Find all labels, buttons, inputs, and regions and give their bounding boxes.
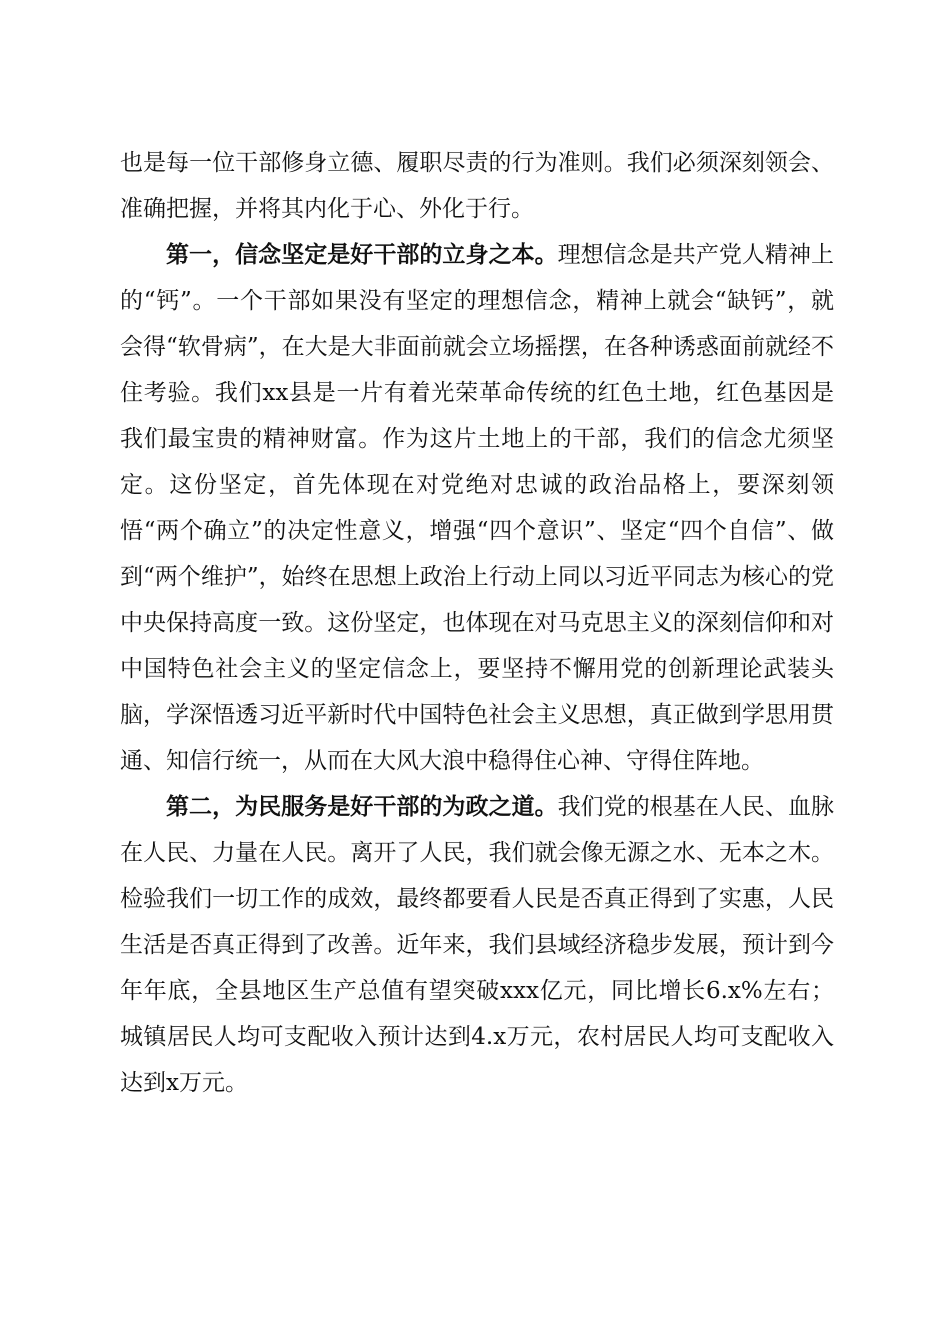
paragraph-text: 也是每一位干部修身立德、履职尽责的行为准则。我们必须深刻领会、准确把握，并将其内化于心、外化于行。: [120, 150, 834, 222]
document-body: [120, 140, 834, 1106]
paragraph-lead-sentence: 第一，信念坚定是好干部的立身之本。: [166, 241, 558, 268]
paragraph-firm-belief: [120, 232, 834, 784]
paragraph-continuation: [120, 140, 834, 232]
paragraph-text: 理想信念是共产党人精神上的“钙”。一个干部如果没有坚定的理想信念，精神上就会“缺钙”，就会得“软骨病”，在大是大非面前就会立场摇摆，在各种诱惑面前就经不住考验。我们xx县是一片有着光荣革命传统的红色土地，红色基因是我们最宝贵的精神财富。作为这片土地上的干部，我们的信念尤须坚定。这份坚定，首先体现在对党绝对忠诚的政治品格上，要深刻领悟“两个确立”的决定性意义，增强“四个意识”、坚定“四个自信”、做到“两个维护”，始终在思想上政治上行动上同以习近平同志为核心的党中央保持高度一致。这份坚定，也体现在对马克思主义的深刻信仰和对中国特色社会主义的坚定信念上，要坚持不懈用党的创新理论武装头脑，学深悟透习近平新时代中国特色社会主义思想，真正做到学思用贯通、知信行统一，从而在大风大浪中稳得住心神、守得住阵地。: [120, 242, 835, 774]
paragraph-lead-sentence: 第二，为民服务是好干部的为政之道。: [166, 793, 558, 820]
paragraph-serve-people: [120, 784, 834, 1106]
paragraph-text: 我们党的根基在人民、血脉在人民、力量在人民。离开了人民，我们就会像无源之水、无本之木。检验我们一切工作的成效，最终都要看人民是否真正得到了实惠，人民生活是否真正得到了改善。近年来，我们县域经济稳步发展，预计到今年年底，全县地区生产总值有望突破xxx亿元，同比增长6.x%左右；城镇居民人均可支配收入预计达到4.x万元，农村居民人均可支配收入达到x万元。: [120, 794, 835, 1096]
